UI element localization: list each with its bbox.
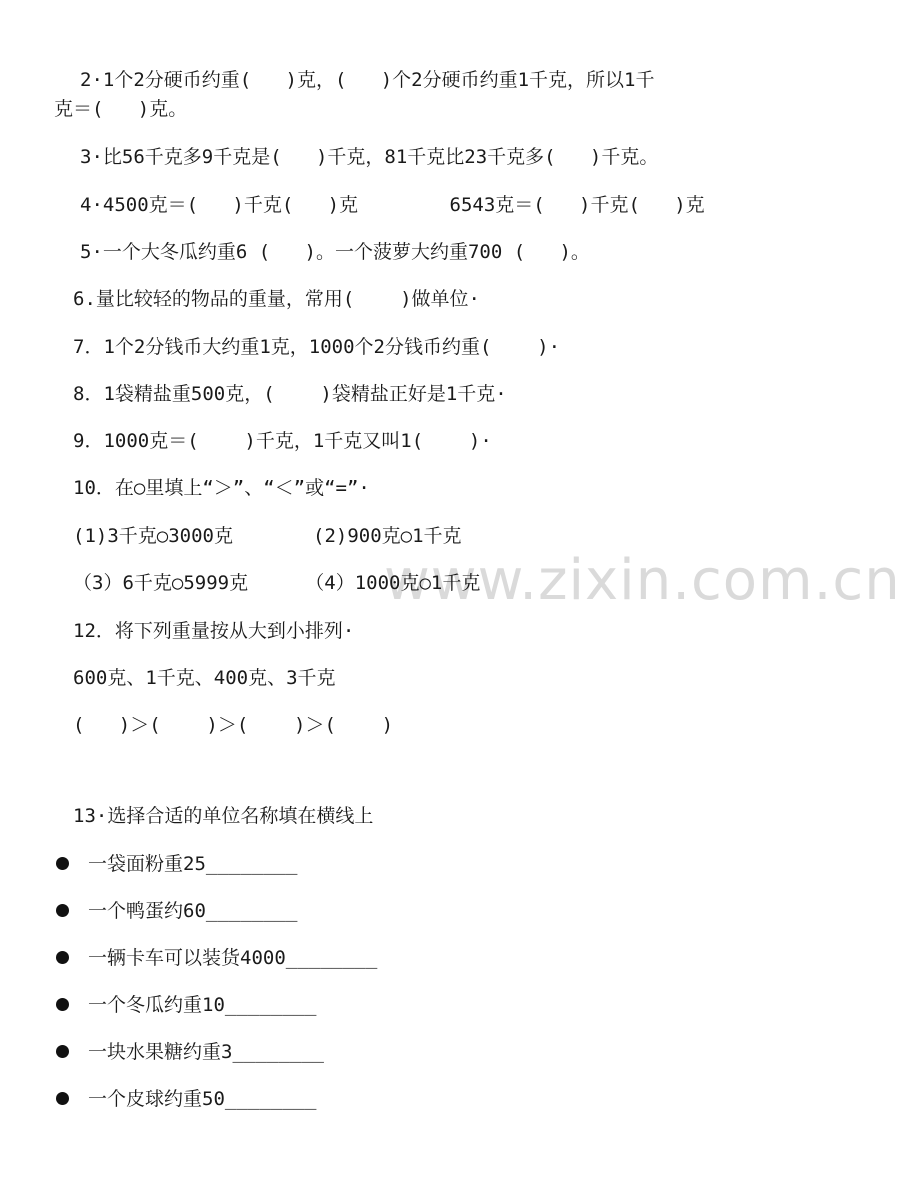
question-4: 4·4500克＝( )千克( )克 6543克＝( )千克( )克 (80, 194, 705, 216)
list-item-candy: 一块水果糖约重3________ (88, 1041, 324, 1063)
question-9: 9．1000克＝( )千克，1千克又叫1( )· (73, 430, 492, 452)
bullet-icon (56, 904, 69, 917)
bullet-icon (56, 857, 69, 870)
watermark: www.zixin.com.cn (384, 548, 901, 613)
question-12: 12．将下列重量按从大到小排列· (73, 620, 355, 642)
question-12-values: 600克、1千克、400克、3千克 (73, 667, 336, 689)
question-10-row-2: （3）6千克○5999克 （4）1000克○1千克 (73, 572, 481, 594)
question-7: 7．1个2分钱币大约重1克，1000个2分钱币约重( )· (73, 336, 561, 358)
bullet-icon (56, 1092, 69, 1105)
bullet-icon (56, 1045, 69, 1058)
question-12-answer-row: ( )＞( )＞( )＞( ) (73, 714, 394, 736)
bullet-icon (56, 951, 69, 964)
list-item-winter-melon: 一个冬瓜约重10________ (88, 994, 317, 1016)
question-2-line-1: 2·1个2分硬币约重( )克，( )个2分硬币约重1千克，所以1千 (80, 69, 655, 91)
list-item-truck: 一辆卡车可以装货4000________ (88, 947, 378, 969)
question-3: 3·比56千克多9千克是( )千克，81千克比23千克多( )千克。 (80, 146, 659, 168)
list-item-flour: 一袋面粉重25________ (88, 853, 298, 875)
bullet-icon (56, 998, 69, 1011)
question-2-line-2: 克＝( )克。 (54, 98, 188, 120)
list-item-ball: 一个皮球约重50________ (88, 1088, 317, 1110)
question-6: 6.量比较轻的物品的重量，常用( )做单位· (73, 288, 480, 310)
question-10: 10．在○里填上“＞”、“＜”或“=”· (73, 477, 370, 499)
question-8: 8．1袋精盐重500克，( )袋精盐正好是1千克· (73, 383, 507, 405)
question-5: 5·一个大冬瓜约重6 ( )。一个菠萝大约重700 ( )。 (80, 241, 590, 263)
list-item-duck-egg: 一个鸭蛋约60________ (88, 900, 298, 922)
question-13: 13·选择合适的单位名称填在横线上 (73, 805, 374, 827)
question-10-row-1: (1)3千克○3000克 (2)900克○1千克 (73, 525, 462, 547)
